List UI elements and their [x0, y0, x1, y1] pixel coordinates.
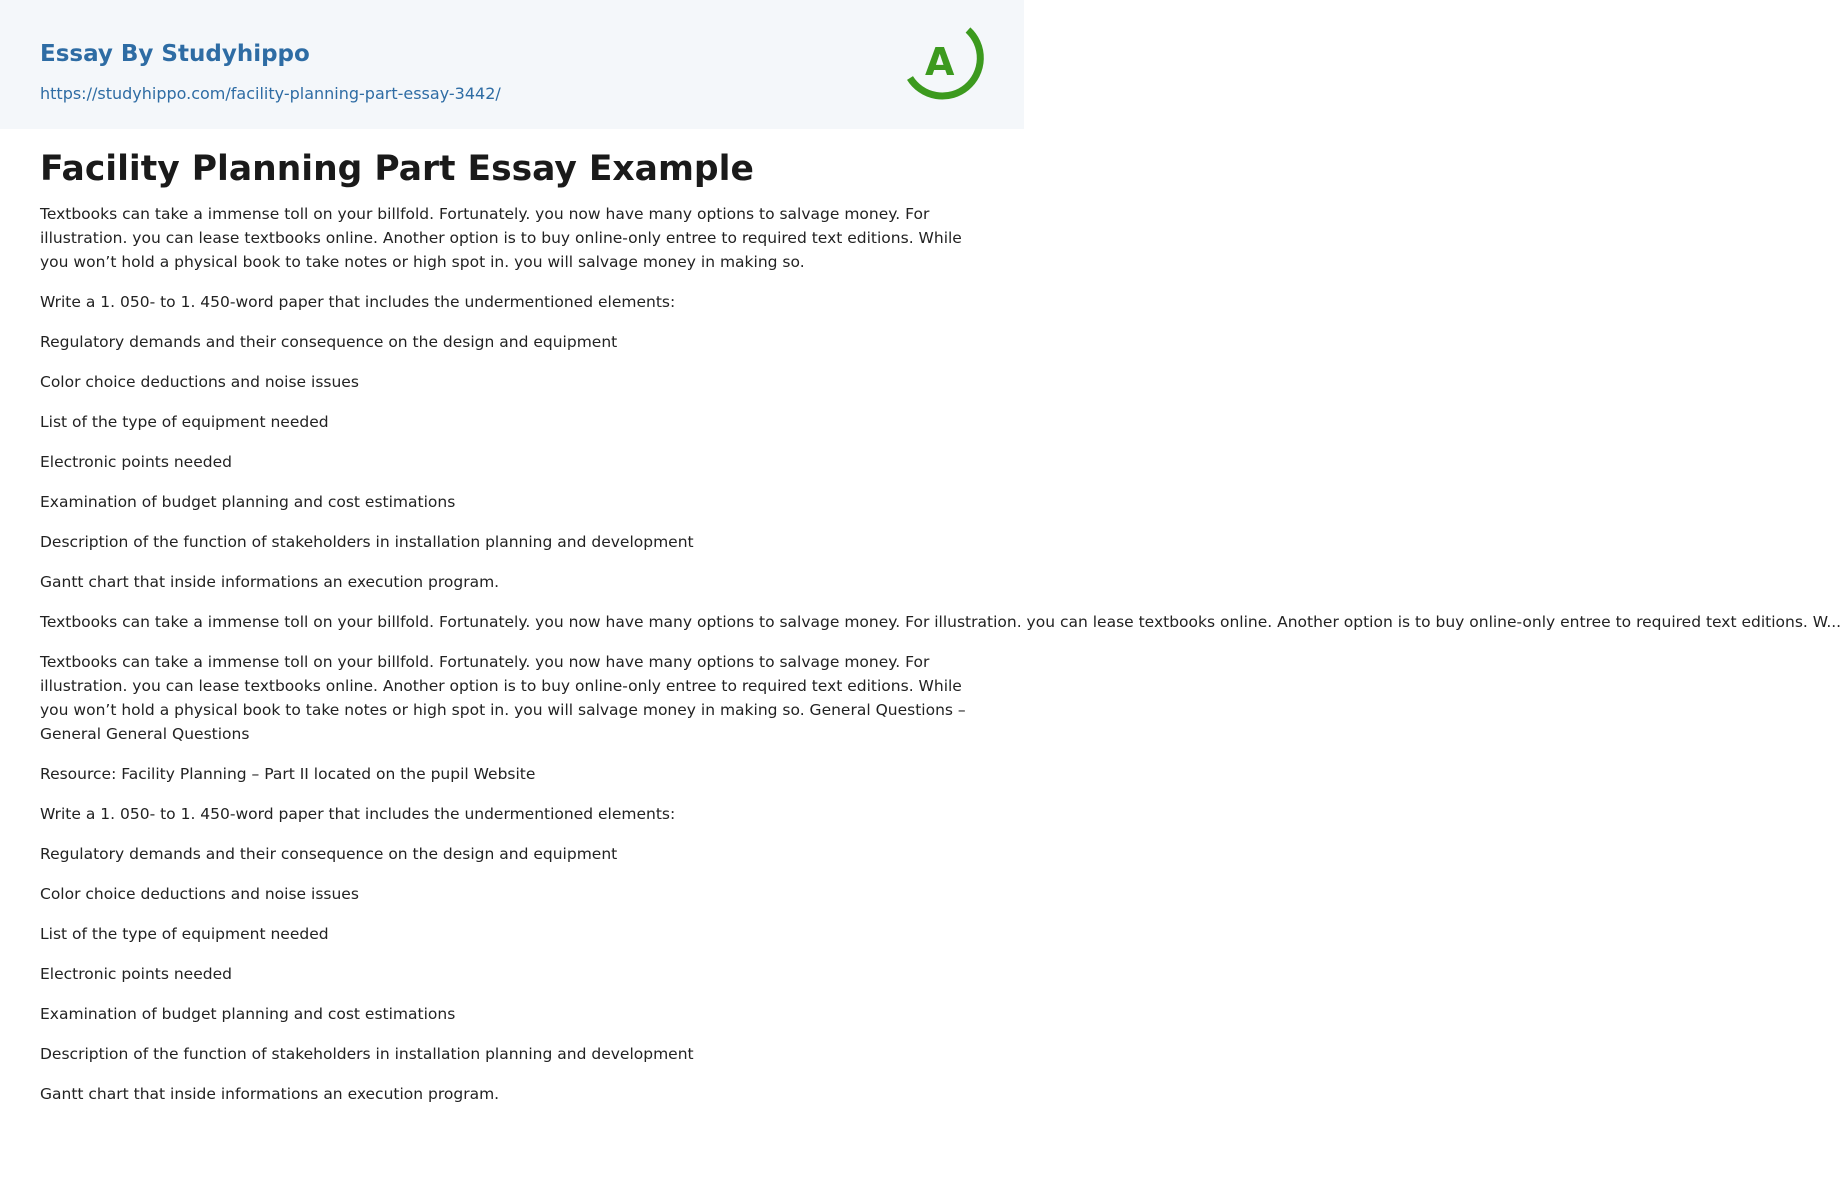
list-item: List of the type of equipment needed	[40, 413, 329, 431]
list-item: Gantt chart that inside informations an execution program.	[40, 573, 500, 591]
paragraph-intro: Textbooks can take a immense toll on your billfold. Fortunately. you now have many options to salvage money. For illustration. you can lease textbooks online. Another option is to buy online-only entree to required text editions. While you won’t hold a physical book to take notes or high spot in. you will salvage money in making so.	[40, 205, 962, 271]
list-item: Examination of budget planning and cost estimations	[40, 1005, 456, 1023]
site-brand[interactable]: Essay By Studyhippo	[40, 41, 310, 67]
paragraph: Write a 1. 050- to 1. 450-word paper that includes the undermentioned elements:	[40, 293, 676, 311]
paragraph: Resource: Facility Planning – Part II located on the pupil Website	[40, 765, 536, 783]
list-item: Electronic points needed	[40, 965, 232, 983]
list-item: Color choice deductions and noise issues	[40, 373, 359, 391]
svg-text:A: A	[925, 40, 955, 84]
paragraph-excerpt	[40, 610, 1841, 634]
article	[0, 129, 1841, 1106]
list-item: Regulatory demands and their consequence on the design and equipment	[40, 845, 618, 863]
list-item: Regulatory demands and their consequence on the design and equipment	[40, 333, 618, 351]
list-item: Electronic points needed	[40, 453, 232, 471]
list-item: Gantt chart that inside informations an execution program.	[40, 1085, 500, 1103]
paragraph: Textbooks can take a immense toll on your billfold. Fortunately. you now have many options to salvage money. For illustration. you can lease textbooks online. Another option is to buy online-only entree to required text editions. While you won’t hold a physical book to take notes or high spot in. you will salvage money in making so. General Questions – General General Questions	[40, 653, 966, 743]
list-item: Examination of budget planning and cost estimations	[40, 493, 456, 511]
list-item: Description of the function of stakeholders in installation planning and development	[40, 533, 694, 551]
site-header	[0, 0, 1024, 129]
page-url-link[interactable]: https://studyhippo.com/facility-planning-part-essay-3442/	[40, 84, 501, 103]
paragraph: Write a 1. 050- to 1. 450-word paper that includes the undermentioned elements:	[40, 805, 676, 823]
paragraph-excerpt-text: Textbooks can take a immense toll on your billfold. Fortunately. you now have many options to salvage money. For illustration. you can lease textbooks online. Another option is to buy online-only entree to required text editions. W...	[40, 613, 1841, 631]
list-item: Color choice deductions and noise issues	[40, 885, 359, 903]
list-item: Description of the function of stakeholders in installation planning and development	[40, 1045, 694, 1063]
list-item: List of the type of equipment needed	[40, 925, 329, 943]
studyhippo-logo-icon[interactable]	[898, 18, 986, 106]
page-title: Facility Planning Part Essay Example	[40, 149, 754, 189]
